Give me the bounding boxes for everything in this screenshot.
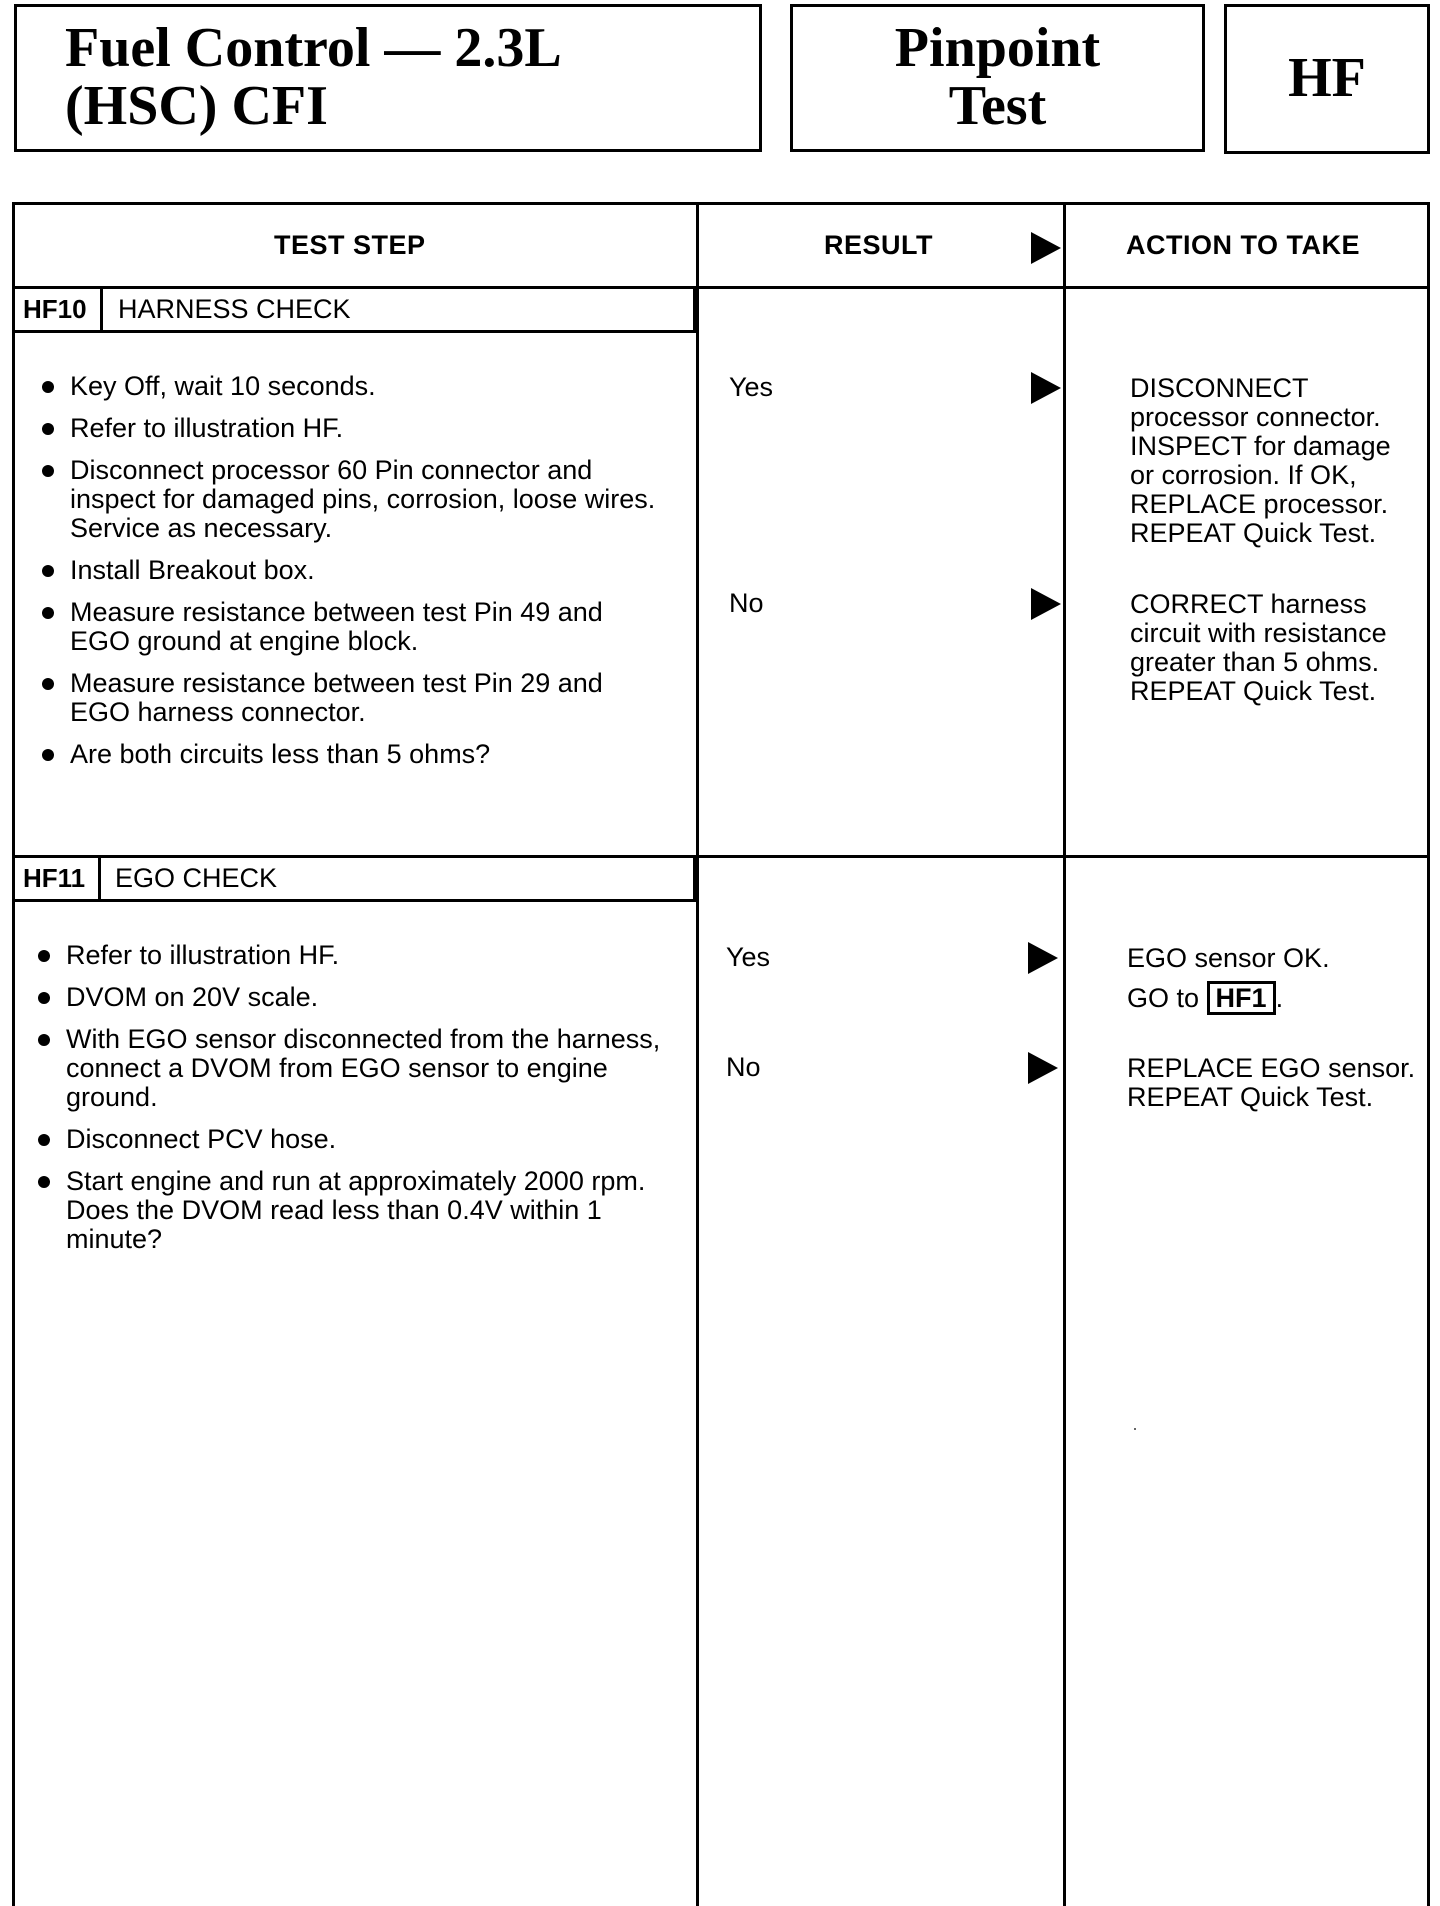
pinpoint-test-box [790,4,1205,152]
list-item: Measure resistance between test Pin 29 and EGO harness connector. [38,669,668,727]
page-title [65,19,562,135]
arrow-icon [1028,942,1058,974]
list-item: Are both circuits less than 5 ohms? [38,740,668,769]
pinpoint-line1: Pinpoint [894,17,1101,79]
scan-speck [1134,1428,1136,1430]
list-item: With EGO sensor disconnected from the harness, connect a DVOM from EGO sensor to engine ground. [34,1025,684,1112]
pinpoint-line2: Test [948,75,1047,137]
column-header-test-step: TEST STEP [274,230,426,260]
result-arrow-icon [1031,232,1061,264]
step-header-hf10 [15,289,696,333]
arrow-icon [1031,588,1061,620]
action-yes-hf10: DISCONNECT processor connector. INSPECT for damage or corrosion. If OK, REPLACE processor. REPEAT Quick Test. [1130,373,1391,548]
column-header-result: RESULT [824,230,933,260]
step-instructions-hf10 [38,372,668,782]
action-no-hf11: REPLACE EGO sensor. REPEAT Quick Test. [1127,1053,1416,1112]
arrow-icon [1028,1052,1058,1084]
column-divider-2 [1063,202,1066,1906]
list-item: Disconnect PCV hose. [34,1125,684,1154]
result-yes-hf11: Yes [726,942,771,972]
list-item: Disconnect processor 60 Pin connector and inspect for damaged pins, corrosion, loose wires. Service as necessary. [38,456,668,543]
result-no-hf11: No [726,1052,761,1082]
list-item: Measure resistance between test Pin 49 and EGO ground at engine block. [38,598,668,656]
step-header-hf11 [15,858,696,902]
step-name: HARNESS CHECK [118,294,351,324]
list-item: Refer to illustration HF. [34,941,684,970]
list-item: DVOM on 20V scale. [34,983,684,1012]
column-header-action: ACTION TO TAKE [1126,230,1360,260]
page-title-line1: Fuel Control — 2.3L [65,17,562,79]
step-instructions-hf11 [34,941,684,1267]
arrow-icon [1031,372,1061,404]
page-title-box [14,4,762,152]
list-item: Install Breakout box. [38,556,668,585]
result-yes-hf10: Yes [729,372,774,402]
page-title-line2: (HSC) CFI [65,75,328,137]
result-no-hf10: No [729,588,764,618]
list-item: Key Off, wait 10 seconds. [38,372,668,401]
action-ego-ok: EGO sensor OK. [1127,943,1330,973]
column-divider-1 [696,202,699,1906]
list-item: Refer to illustration HF. [38,414,668,443]
pinpoint-test-label [793,7,1202,135]
action-no-hf10: CORRECT harness circuit with resistance greater than 5 ohms. REPEAT Quick Test. [1130,589,1387,706]
goto-suffix: . [1275,983,1284,1013]
goto-hf1-link[interactable]: HF1 [1207,981,1276,1015]
action-yes-hf11 [1127,944,1417,1015]
action-goto [1127,981,1417,1015]
test-code: HF [1288,47,1366,109]
list-item: Start engine and run at approximately 2000 rpm. Does the DVOM read less than 0.4V within 1 minute? [34,1167,684,1254]
step-code: HF10 [15,289,103,330]
step-code: HF11 [15,858,101,899]
goto-prefix: GO to [1127,983,1200,1013]
step-name: EGO CHECK [115,863,278,893]
test-code-box [1224,4,1430,154]
